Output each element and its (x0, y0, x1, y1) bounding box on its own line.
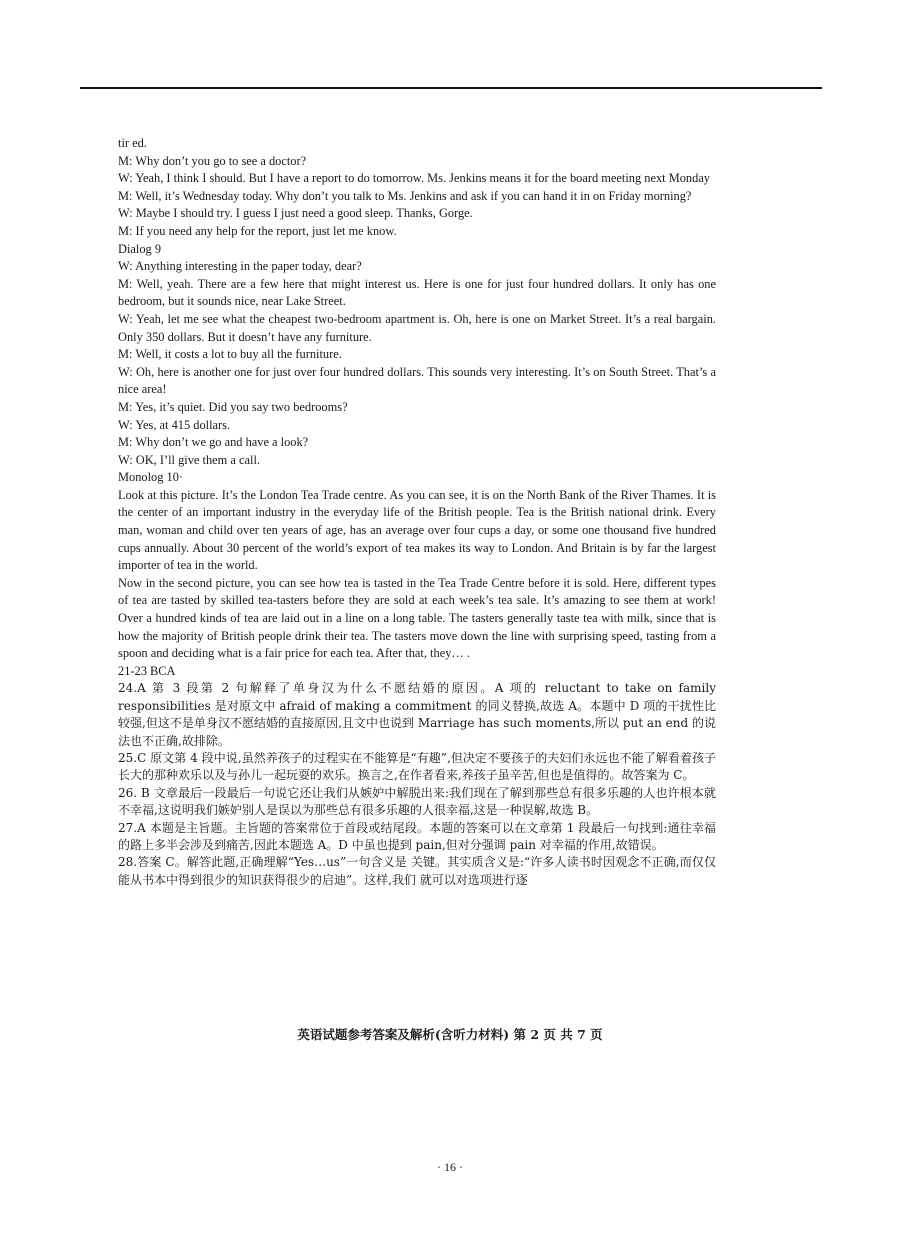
document-body (118, 135, 716, 889)
answer-explanations (118, 680, 716, 889)
footer-title: 英语试题参考答案及解析(含听力材料) 第 2 页 共 7 页 (297, 1027, 603, 1042)
answer-27: 27.A 本题是主旨题。主旨题的答案常位于首段或结尾段。本题的答案可以在文章第 1 段最后一句找到:通往幸福的路上多半会涉及到痛苦,因此本题选 A。D 中虽也提到 pain,但对分强调 pain 对幸福的作用,故错误。 (118, 820, 716, 853)
transcript-line: M: Why don’t we go and have a look? (118, 435, 309, 450)
transcript-line: M: If you need any help for the report, just let me know. (118, 223, 397, 238)
answer-key-21-23: 21-23 BCA (118, 663, 176, 678)
page-number: · 16 · (437, 1160, 463, 1174)
answer-28: 28.答案 C。解答此题,正确理解“Yes…us”一句含义是 关键。其实质含义是:“许多人读书时因观念不正确,而仅仅能从书本中得到很少的知识获得很少的启迪”。这样,我们 就可以对选项进行逐 (118, 855, 716, 887)
section-heading-dialog-9: Dialog 9 (118, 241, 162, 256)
answer-25: 25.C 原文第 4 段中说,虽然养孩子的过程实在不能算是“有趣”,但决定不要孩子的夫妇们永远也不能了解看着孩子长大的那种欢乐以及与孙儿一起玩耍的欢乐。换言之,在作者看来,养孩子虽辛苦,但也是值得的。故答案为 C。 (118, 751, 716, 783)
transcript-line: W: Yeah, I think I should. But I have a report to do tomorrow. Ms. Jenkins means it for the board meeting next Monday (118, 171, 711, 186)
answer-26: 26. B 文章最后一段最后一句说它还让我们从嫉妒中解脱出来:我们现在了解到那些总有很多乐趣的人也许根本就不幸福,这说明我们嫉妒别人是误以为那些总有很多乐趣的人很幸福,这是一种误解,故选 B。 (118, 785, 716, 818)
transcript-line: W: Anything interesting in the paper today, dear? (118, 259, 362, 274)
transcript-line: W: Yeah, let me see what the cheapest two-bedroom apartment is. Oh, here is one on Market Street. It’s a real bargain. Only 350 dollars. But it doesn’t have any furniture. (118, 311, 716, 344)
transcript-line: M: Yes, it’s quiet. Did you say two bedrooms? (118, 399, 348, 414)
transcript-paragraph: Look at this picture. It’s the London Tea Trade centre. As you can see, it is on the North Bank of the River Thames. It is the center of an important industry in the everyday life of the British people. Tea is the British national drink. Every man, woman and child over ten years of age, has an average over four cups a day, or some one thousand five hundred cups annually. About 30 percent of the world’s export of tea makes its way to London. And Britain is by far the largest importer of tea in the world. (118, 487, 716, 573)
transcript-line: W: Oh, here is another one for just over four hundred dollars. This sounds very interesting. It’s on South Street. That’s a nice area! (118, 364, 716, 397)
section-heading-monolog-10: Monolog 10· (118, 470, 184, 485)
transcript-line: M: Why don’t you go to see a doctor? (118, 153, 307, 168)
transcript-line: M: Well, it costs a lot to buy all the furniture. (118, 347, 342, 362)
transcript-line: M: Well, it’s Wednesday today. Why don’t you talk to Ms. Jenkins and ask if you can hand it in on Friday morning? (118, 188, 692, 203)
transcript-paragraph: Now in the second picture, you can see how tea is tasted in the Tea Trade Centre before it is sold. Here, different types of tea are tasted by skilled tea-tasters before they are sold at each week’s tea sale. It’s amazing to see them at work! Over a hundred kinds of tea are laid out in a line on a long table. The tasters generally taste tea with milk, since that is how the majority of British people drink their tea. The tasters move down the line with surprising speed, tasting from a spoon and deciding what is a fair price for each tea. After that, they… . (118, 575, 716, 661)
transcript-line: W: OK, I’ll give them a call. (118, 452, 260, 467)
transcript-line: W: Maybe I should try. I guess I just need a good sleep. Thanks, Gorge. (118, 206, 473, 221)
header-rule (80, 87, 822, 89)
transcript-line: M: Well, yeah. There are a few here that might interest us. Here is one for just four hundred dollars. It only has one bedroom, but it sounds nice, near Lake Street. (118, 276, 716, 309)
answer-24: 24.A 第 3 段第 2 句解释了单身汉为什么不愿结婚的原因。A 项的 reluctant to take on family responsibilities 是对原文中 afraid of making a commitment 的同义替换,故选 A。本题中 D 项的干扰性比较强,但这不是单身汉不愿结婚的直接原因,且文中也说到 Marriage has such moments,所以 put an end 的说法也不正确,故排除。 (118, 681, 716, 748)
transcript-line: tir ed. (118, 136, 147, 150)
transcript-line: W: Yes, at 415 dollars. (118, 417, 231, 432)
